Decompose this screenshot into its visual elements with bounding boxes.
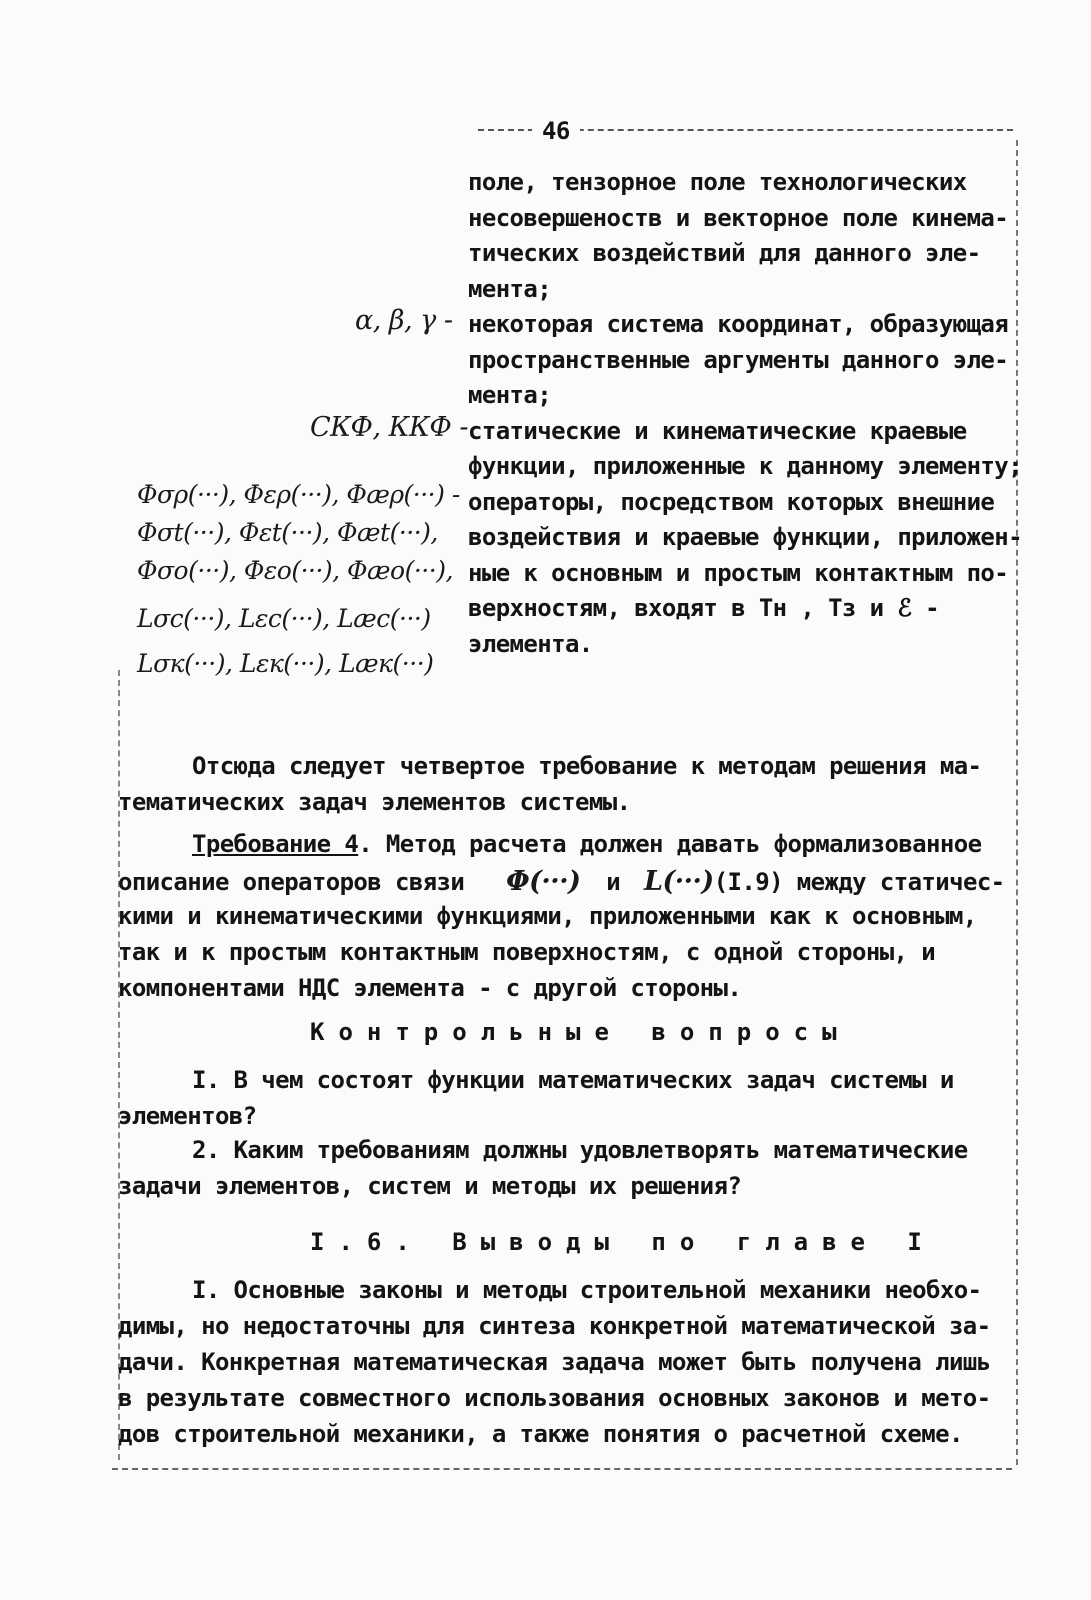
operator-symbols-row-2: Φσt(···), Φεt(···), Φæt(···),	[137, 518, 438, 547]
conclusion-line: I. Основные законы и методы строительной механики необхо-	[192, 1276, 982, 1304]
question-line: I. В чем состоят функции математических задач системы и	[192, 1066, 954, 1094]
section-heading: I.6. Выводы по главе I	[310, 1228, 936, 1256]
def-line: функции, приложенные к данному элементу;	[468, 452, 1022, 480]
conclusion-line: дачи. Конкретная математическая задача может быть получена лишь	[118, 1348, 991, 1376]
conjunction: и	[606, 868, 621, 896]
question-line: элементов?	[118, 1102, 257, 1130]
conclusion-line: в результате совместного использования основных законов и мето-	[118, 1384, 991, 1412]
requirement-text: описание операторов связи	[118, 868, 465, 896]
def-line: несовершеноств и векторное поле кинема-	[468, 203, 1009, 232]
coordinate-symbols: α, β, γ -	[355, 305, 453, 336]
operator-symbols-row-5: Lσк(···), Lεк(···), Læк(···)	[137, 649, 434, 678]
definitions-block	[468, 165, 1058, 662]
def-line: мента;	[468, 274, 552, 303]
def-line: элемента.	[468, 629, 593, 658]
operator-symbols-row-1: Φσρ(···), Φερ(···), Φæρ(···) -	[137, 480, 460, 509]
paragraph-line: тематических задач элементов системы.	[118, 788, 631, 816]
requirement-line: компонентами НДС элемента - с другой стороны.	[118, 974, 742, 1002]
requirement-line	[118, 866, 1005, 897]
conclusion-line: димы, но недостаточны для синтеза конкретной математической за-	[118, 1312, 991, 1340]
def-line: статические и кинематические краевые	[468, 416, 967, 445]
questions-heading: Контрольные вопросы	[310, 1018, 851, 1046]
def-line: операторы, посредством которых внешние	[468, 487, 995, 516]
paragraph-line: Отсюда следует четвертое требование к методам решения ма-	[192, 752, 982, 780]
question-line: задачи элементов, систем и методы их решения?	[118, 1172, 742, 1200]
requirement-text: (I.9) между статичес-	[713, 868, 1005, 896]
page-number: 46	[532, 117, 580, 145]
def-line: тических воздействий для данного эле-	[468, 239, 981, 267]
def-line: поле, тензорное поле технологических	[468, 168, 967, 196]
requirement-line: так и к простым контактным поверхностям, с одной стороны, и	[118, 938, 936, 966]
frame-bottom-border	[112, 1468, 1012, 1470]
def-line: пространственные аргументы данного эле-	[468, 345, 1009, 374]
question-line: 2. Каким требованиям должны удовлетворять математические	[192, 1136, 968, 1164]
def-line: верхностям, входят в Tн , Tз и ℰ -	[468, 594, 939, 622]
requirement-text: . Метод расчета должен давать формализованное	[358, 830, 982, 858]
requirement-label: Требование 4	[192, 830, 359, 858]
operator-symbols-row-3: Φσo(···), Φεo(···), Φæo(···),	[137, 556, 453, 585]
operator-symbols-row-4: Lσc(···), Lεc(···), Læc(···)	[137, 604, 431, 633]
phi-operator-symbol: Φ(···)	[506, 866, 581, 897]
requirement-line	[192, 830, 981, 858]
def-line: мента;	[468, 381, 552, 409]
def-line: ные к основным и простым контактным по-	[468, 558, 1009, 587]
def-line: воздействия и краевые функции, приложен-	[468, 523, 1022, 551]
requirement-line: кими и кинематическими функциями, приложенными как к основным,	[118, 902, 977, 930]
boundary-function-symbols: СКФ, ККФ -	[310, 412, 469, 443]
def-line: некоторая система координат, образующая	[468, 310, 1009, 338]
conclusion-line: дов строительной механики, а также понятия о расчетной схеме.	[118, 1420, 963, 1448]
l-operator-symbol: L(···)	[643, 866, 714, 897]
